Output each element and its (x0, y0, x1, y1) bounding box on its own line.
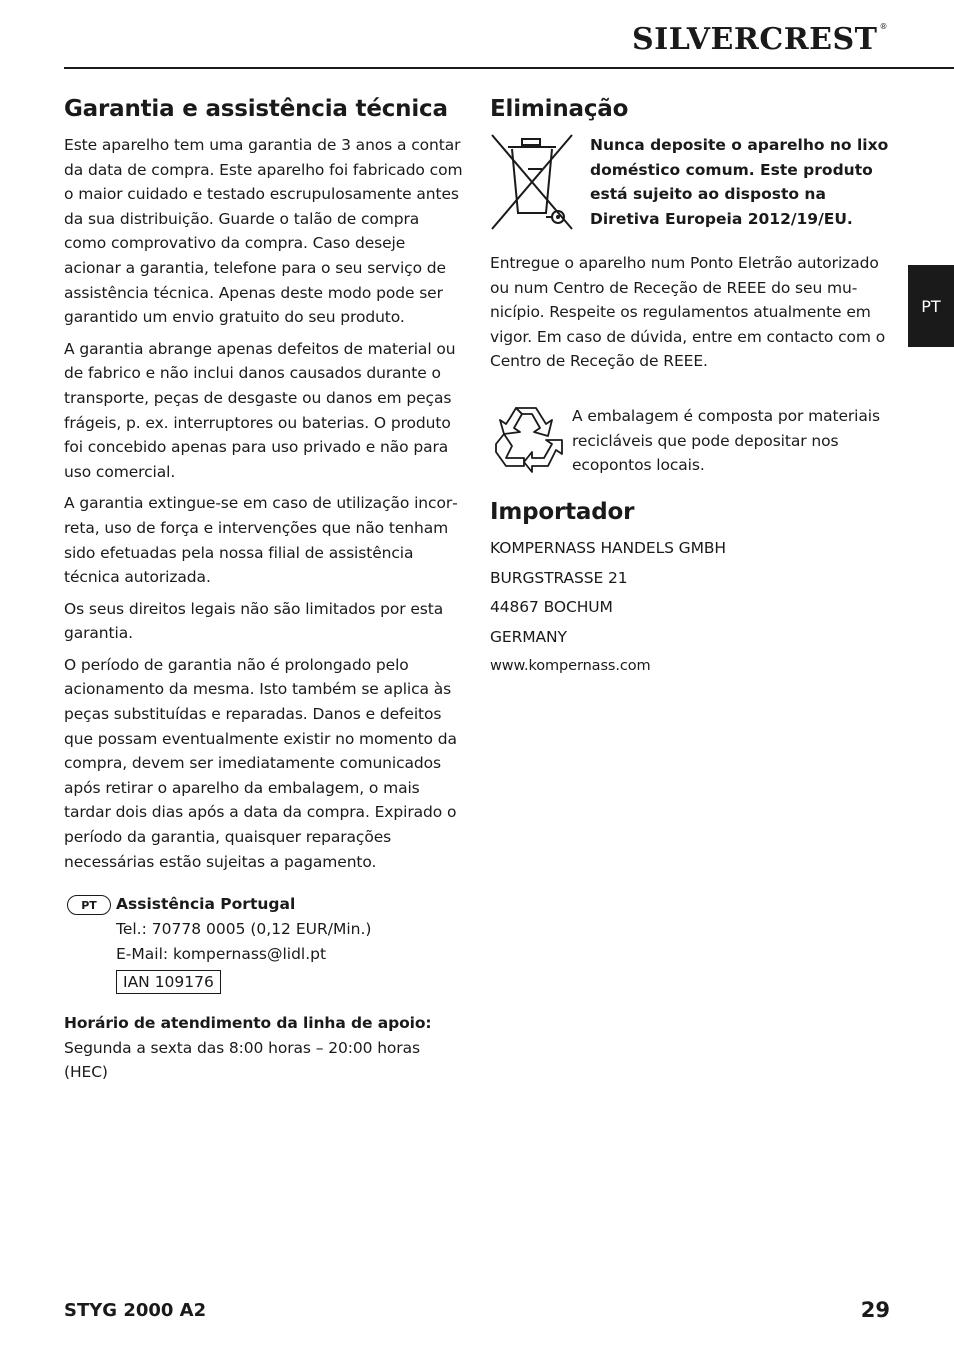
disposal-text: Entregue o aparelho num Ponto Eletrão autorizado ou num Centro de Receção de REEE do seu município. Respeite os regulamentos atualmente em vigor. Em caso de dúvida, entre em contacto com o Centro de Receção de REEE. (490, 254, 886, 371)
weee-warning-text: Nunca deposite o aparelho no lixo doméstico comum. Este produto está sujeito ao disposto na Diretiva Europeia 2012/19/EU. (590, 136, 889, 228)
warranty-paragraph-4: Os seus direitos legais não são limitados por esta garantia. (64, 599, 444, 643)
disposal-title: Eliminação (490, 96, 629, 122)
service-email: E-Mail: kompernass@lidl.pt (116, 945, 327, 964)
service-block (64, 892, 466, 995)
warranty-column (64, 93, 466, 1085)
page-number: 29 (860, 1298, 890, 1322)
warranty-paragraph-5: O período de garantia não é prolongado pelo acionamento da mesma. Isto também se aplica às peças substituídas e reparadas. Danos e defeitos que possam eventualmente existir no momento da compra, devem ser imediatamente comunicados após retirar o aparelho da embalagem, o mais tardar dois dias após a data da compra. Expirado o período da garantia, quaisquer reparações necessárias estão sujeitas a pagamento. (64, 655, 457, 871)
disposal-column (490, 93, 892, 684)
silvercrest-logo: SILVERCREST ® (632, 22, 888, 57)
service-tel: Tel.: 70778 0005 (0,12 EUR/Min.) (116, 920, 372, 939)
importer-line: BURGSTRASSE 21 (490, 568, 628, 587)
hotline-text: Segunda a sexta das 8:00 horas – 20:00 horas (HEC) (64, 1038, 420, 1082)
importer-address (490, 536, 892, 679)
importer-line: KOMPERNASS HANDELS GMBH (490, 538, 726, 557)
importer-website: www.kompernass.com (490, 658, 651, 675)
header-rule (64, 67, 954, 69)
packaging-text: A embalagem é composta por materiais recicláveis que pode depositar nos ecopontos locais. (572, 406, 880, 475)
importer-line: GERMANY (490, 627, 567, 646)
model-number: STYG 2000 A2 (64, 1300, 207, 1321)
ian-number: IAN 109176 (116, 970, 221, 994)
crossed-bin-icon (490, 133, 590, 237)
weee-warning (490, 133, 892, 237)
packaging-note (490, 404, 892, 480)
warranty-paragraph-3: A garantia extingue-se em caso de utilização incorreta, uso de força e intervenções que não tenham sido efetuadas pela nossa filial de assistência técnica autorizada. (64, 494, 458, 587)
recycle-icon (490, 404, 572, 480)
importer-title: Importador (490, 498, 635, 525)
hotline-title: Horário de atendimento da linha de apoio: (64, 1014, 432, 1033)
language-tab: PT (908, 265, 954, 347)
country-badge: PT (67, 895, 111, 915)
service-title: Assistência Portugal (116, 895, 296, 914)
hotline-block (64, 1011, 466, 1085)
importer-line: 44867 BOCHUM (490, 598, 613, 617)
warranty-paragraph-1: Este aparelho tem uma garantia de 3 anos a contar da data de compra. Este aparelho foi fabricado com o maior cuidado e testado escrupulosamente antes da sua distribuição. Guarde o talão de compra como comprovativo da compra. Caso deseje acionar a garantia, telefone para o seu serviço de assistência técnica. Apenas deste modo pode ser garantido um envio gratuito do seu produto. (64, 136, 463, 327)
warranty-title: Garantia e assistência técnica (64, 96, 448, 122)
warranty-paragraph-2: A garantia abrange apenas defeitos de material ou de fabrico e não inclui danos causados durante o transporte, peças de desgaste ou danos em peças frágeis, p. ex. interruptores ou baterias. O produto foi concebido apenas para uso privado e não para uso comercial. (64, 339, 456, 481)
